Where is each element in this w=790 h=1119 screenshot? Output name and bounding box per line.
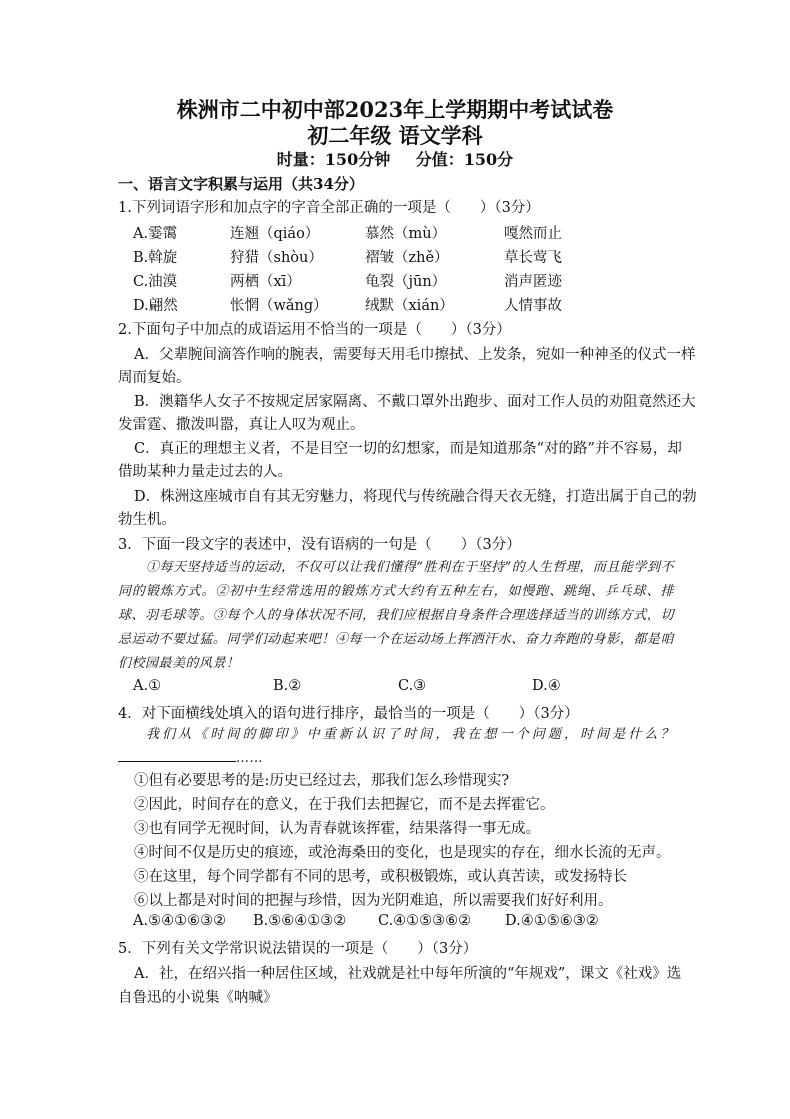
q4-item-1: ①但有必要思考的是:历史已经过去，那我们怎么珍惜现实? <box>134 773 510 789</box>
q2-option-c-line2: 借助某种力量走过去的人。 <box>118 464 292 480</box>
q1-b-word4: 草长莺飞 <box>504 250 562 266</box>
q2-option-d-line2: 勃生机。 <box>118 512 176 528</box>
q1-d-word3: 绒默（xián） <box>365 298 454 314</box>
q2-stem: 2.下面句子中加点的成语运用不恰当的一项是（ ）（3分） <box>118 322 511 338</box>
q2-option-c-line1: C．真正的理想主义者，不是目空一切的幻想家，而是知道那条“对的路”并不容易，却 <box>134 441 682 457</box>
exam-score: 分值：150分 <box>415 150 514 169</box>
q1-d-word4: 人情事故 <box>504 298 562 314</box>
q2-option-a-line2: 周而复始。 <box>118 370 191 386</box>
q5-option-a-line1: A．社，在绍兴指一种居住区域，社戏就是社中每年所演的“年规戏”，课文《社戏》选 <box>134 966 682 982</box>
q4-option-a: A.⑤④①⑥③② <box>133 913 227 929</box>
q1-c-word4: 消声匿迹 <box>504 274 562 290</box>
q2-option-b-line2: 发雷霆、撒泼叫嚣，真让人叹为观止。 <box>118 417 365 433</box>
q2-option-a-line1: A．父辈腕间滴答作响的腕表，需要每天用毛巾擦拭、上发条，宛如一种神圣的仪式一样 <box>134 347 696 363</box>
q1-a-word1: A.霎霭 <box>133 226 178 242</box>
q4-item-6: ⑥以上都是对时间的把握与珍惜，因为光阴难追，所以需要我们好好利用。 <box>134 893 613 909</box>
q1-d-word2: 怅惘（wǎng） <box>230 298 328 314</box>
q4-passage-line2: 么？ <box>644 727 674 742</box>
q4-option-b: B.⑤⑥④①③② <box>253 913 347 929</box>
q4-stem: 4．对下面横线处填入的语句进行排序，最恰当的一项是（ ）（3分） <box>118 706 579 722</box>
q2-option-d-line1: D．株洲这座城市自有其无穷魅力，将现代与传统融合得天衣无缝，打造出属于自己的勃 <box>134 489 697 505</box>
q4-ellipsis: …… <box>236 751 263 766</box>
q3-stem: 3．下面一段文字的表述中，没有语病的一句是（ ）（3分） <box>118 537 521 553</box>
q3-passage: ①每天坚持适当的运动，不仅可以让我们懂得“胜利在于坚持”的人生哲理，而且能学到不同的锻炼方式。②初中生经常选用的锻炼方式大约有五种左右，如慢跑、跳绳、乒乓球、排球、羽毛球等。③每个人的身体状况不同，我们应根据自身条件合理选择适当的训练方式，切忌运动不要过猛。同学们动起来吧！④每一个在运动场上挥洒汗水、奋力奔跑的身影，都是咱们校园最美的风景！ <box>118 560 674 671</box>
q4-item-2: ②因此，时间存在的意义，在于我们去把握它，而不是去挥霍它。 <box>134 797 555 813</box>
q4-item-4: ④时间不仅是历史的痕迹，或沧海桑田的变化，也是现实的存在，细水长流的无声。 <box>134 845 671 861</box>
q1-c-word1: C.油漠 <box>133 274 178 290</box>
q4-answer-blank <box>118 749 236 762</box>
q1-b-word1: B.斡旋 <box>133 250 178 266</box>
q4-option-d: D.④①⑤⑥③② <box>505 913 599 929</box>
q1-c-word2: 两栖（xī） <box>230 274 301 290</box>
q4-passage <box>118 723 674 771</box>
exam-subtitle: 初二年级 语文学科 <box>307 123 483 148</box>
q3-option-a: A.① <box>133 678 162 694</box>
exam-meta <box>0 147 790 170</box>
q1-d-word1: D.翩然 <box>133 298 178 314</box>
section-heading: 一、语言文字积累与运用（共34分） <box>118 175 364 193</box>
q3-option-c: C.③ <box>398 678 427 694</box>
q2-option-b-line1: B．澳籍华人女子不按规定居家隔离、不戴口罩外出跑步、面对工作人员的劝阻竟然还大 <box>134 394 696 410</box>
q4-item-3: ③也有同学无视时间，认为青春就该挥霍，结果落得一事无成。 <box>134 821 540 837</box>
exam-time: 时量：150分钟 <box>276 150 391 169</box>
q4-option-c: C.④①⑤③⑥② <box>378 913 472 929</box>
q1-a-word4: 嘎然而止 <box>504 226 562 242</box>
q3-option-d: D.④ <box>532 678 561 694</box>
q1-c-word3: 龟裂（jūn） <box>365 274 447 290</box>
q1-a-word3: 慕然（mù） <box>365 226 447 242</box>
q5-stem: 5．下列有关文学常识说法错误的一项是（ ）（3分） <box>118 941 478 957</box>
q1-a-word2: 连翘（qiáo） <box>230 226 320 242</box>
q1-b-word2: 狩猎（shòu） <box>230 250 323 266</box>
exam-title: 株洲市二中初中部2023年上学期期中考试试卷 <box>176 97 614 122</box>
q1-b-word3: 褶皱（zhě） <box>365 250 449 266</box>
q3-option-b: B.② <box>273 678 302 694</box>
q1-stem: 1.下列词语字形和加点字的字音全部正确的一项是（ ）（3分） <box>118 200 540 216</box>
q4-item-5: ⑤在这里，每个同学都有不同的思考，或积极锻炼，或认真苦读，或发扬特长 <box>134 869 627 885</box>
q4-passage-line1: 我们从《时间的脚印》中重新认识了时间，我在想一个问题，时间是什 <box>146 727 645 742</box>
q5-option-a-line2: 自鲁迅的小说集《呐喊》 <box>118 990 278 1006</box>
